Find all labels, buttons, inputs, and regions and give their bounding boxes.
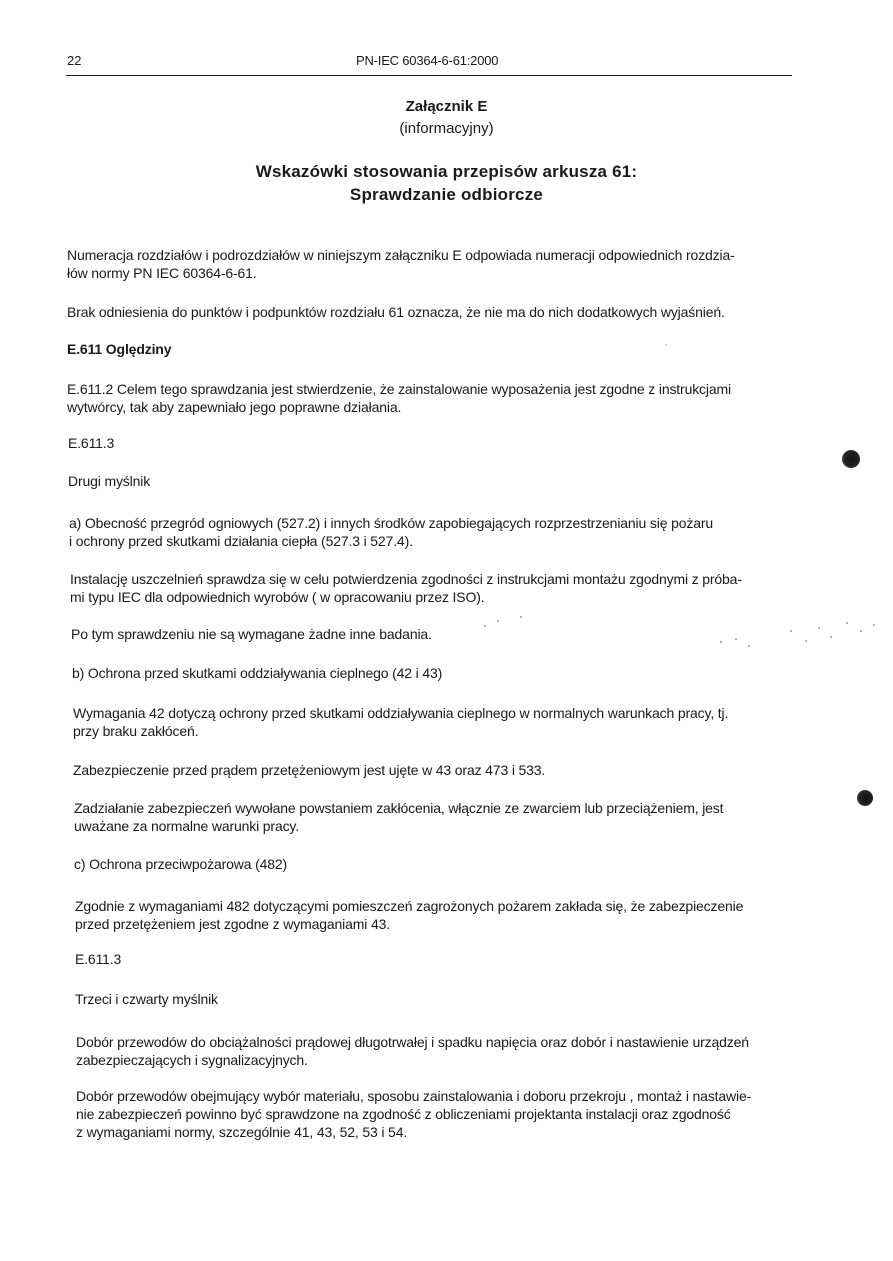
item-b: b) Ochrona przed skutkami oddziaływania cieplnego (42 i 43) [72,665,443,681]
paragraph-line: Instalację uszczelnień sprawdza się w celu potwierdzenia zgodności z instrukcjami montażu zgodnymi z próba- [70,571,742,587]
paragraph-overcurrent: Zabezpieczenie przed prądem przetężeniowym jest ujęte w 43 oraz 473 i 533. [73,762,546,778]
paragraph-fault-operation [74,799,723,835]
paragraph-seals [70,570,742,606]
clause-number-2: E.611.3 [75,951,122,967]
document-code: PN-IEC 60364-6-61:2000 [356,53,499,68]
dash-heading: Drugi myślnik [68,473,151,489]
paragraph-line: przed przetężeniem jest zgodne z wymaganiami 43. [75,916,390,932]
item-c: c) Ochrona przeciwpożarowa (482) [74,856,288,872]
main-title-line-2: Sprawdzanie odbiorcze [349,185,544,204]
paragraph-line: Zadziałanie zabezpieczeń wywołane powstaniem zakłócenia, włącznie ze zwarciem lub przeciążeniem, jest [74,800,724,816]
page-number: 22 [67,53,82,68]
paragraph-line: łów normy PN IEC 60364-6-61. [67,265,257,281]
main-title-line-1: Wskazówki stosowania przepisów arkusza 61: [255,162,638,181]
header-rule [66,75,792,76]
paragraph-line: Wymagania 42 dotyczą ochrony przed skutkami oddziaływania cieplnego w normalnych warunkach pracy, tj. [73,705,729,721]
punch-hole [842,450,860,468]
paragraph-conductor-selection [76,1033,749,1069]
section-heading: E.611 Oględziny [67,341,172,357]
paragraph-purpose [67,380,731,416]
paragraph-line: z wymaganiami normy, szczególnie 41, 43, 52, 53 i 54. [76,1124,408,1140]
paragraph-fire-risk [75,897,743,933]
paragraph-line: Numeracja rozdziałów i podrozdziałów w niniejszym załączniku E odpowiada numeracji odpowiednich rozdzia- [67,247,735,263]
paragraph-line: a) Obecność przegród ogniowych (527.2) i innych środków zapobiegających rozprzestrzenianiu się pożaru [69,515,713,531]
paragraph-line: Zgodnie z wymaganiami 482 dotyczącymi pomieszczeń zagrożonych pożarem zakłada się, że zabezpieczenie [75,898,744,914]
paragraph-line: wytwórcy, tak aby zapewniało jego poprawne działania. [67,399,402,415]
paragraph-line: Dobór przewodów do obciążalności prądowej długotrwałej i spadku napięcia oraz dobór i nastawienie urządzeń [76,1034,749,1050]
paragraph-line: przy braku zakłóceń. [73,723,199,739]
paragraph-line: zabezpieczających i sygnalizacyjnych. [76,1052,308,1068]
paragraph-verification [76,1087,751,1141]
paragraph-line: nie zabezpieczeń powinno być sprawdzone na zgodność z obliczeniami projektanta instalacji oraz zgodność [76,1106,731,1122]
paragraph-line: uważane za normalne warunki pracy. [74,818,299,834]
paragraph-line: i ochrony przed skutkami działania ciepła (527.3 i 527.4). [69,533,413,549]
clause-number: E.611.3 [68,435,115,451]
annex-subtitle: (informacyjny) [399,120,494,137]
paragraph-requirements-42 [73,704,728,740]
dash-heading-2: Trzeci i czwarty myślnik [75,991,218,1007]
paragraph-line: Dobór przewodów obejmujący wybór materiału, sposobu zainstalowania i doboru przekroju , montaż i nastawie- [76,1088,752,1104]
paragraph-line: E.611.2 Celem tego sprawdzania jest stwierdzenie, że zainstalowanie wyposażenia jest zgodne z instrukcjami [67,381,731,397]
paragraph-no-reference: Brak odniesienia do punktów i podpunktów rozdziału 61 oznacza, że nie ma do nich dodatkowych wyjaśnień. [67,304,725,320]
paragraph-numbering [67,246,735,282]
item-a [69,514,713,550]
annex-title: Załącznik E [405,98,488,115]
paragraph-line: mi typu IEC dla odpowiednich wyrobów ( w opracowaniu przez ISO). [70,589,485,605]
paragraph-no-tests: Po tym sprawdzeniu nie są wymagane żadne inne badania. [71,626,432,642]
punch-hole [857,790,873,806]
